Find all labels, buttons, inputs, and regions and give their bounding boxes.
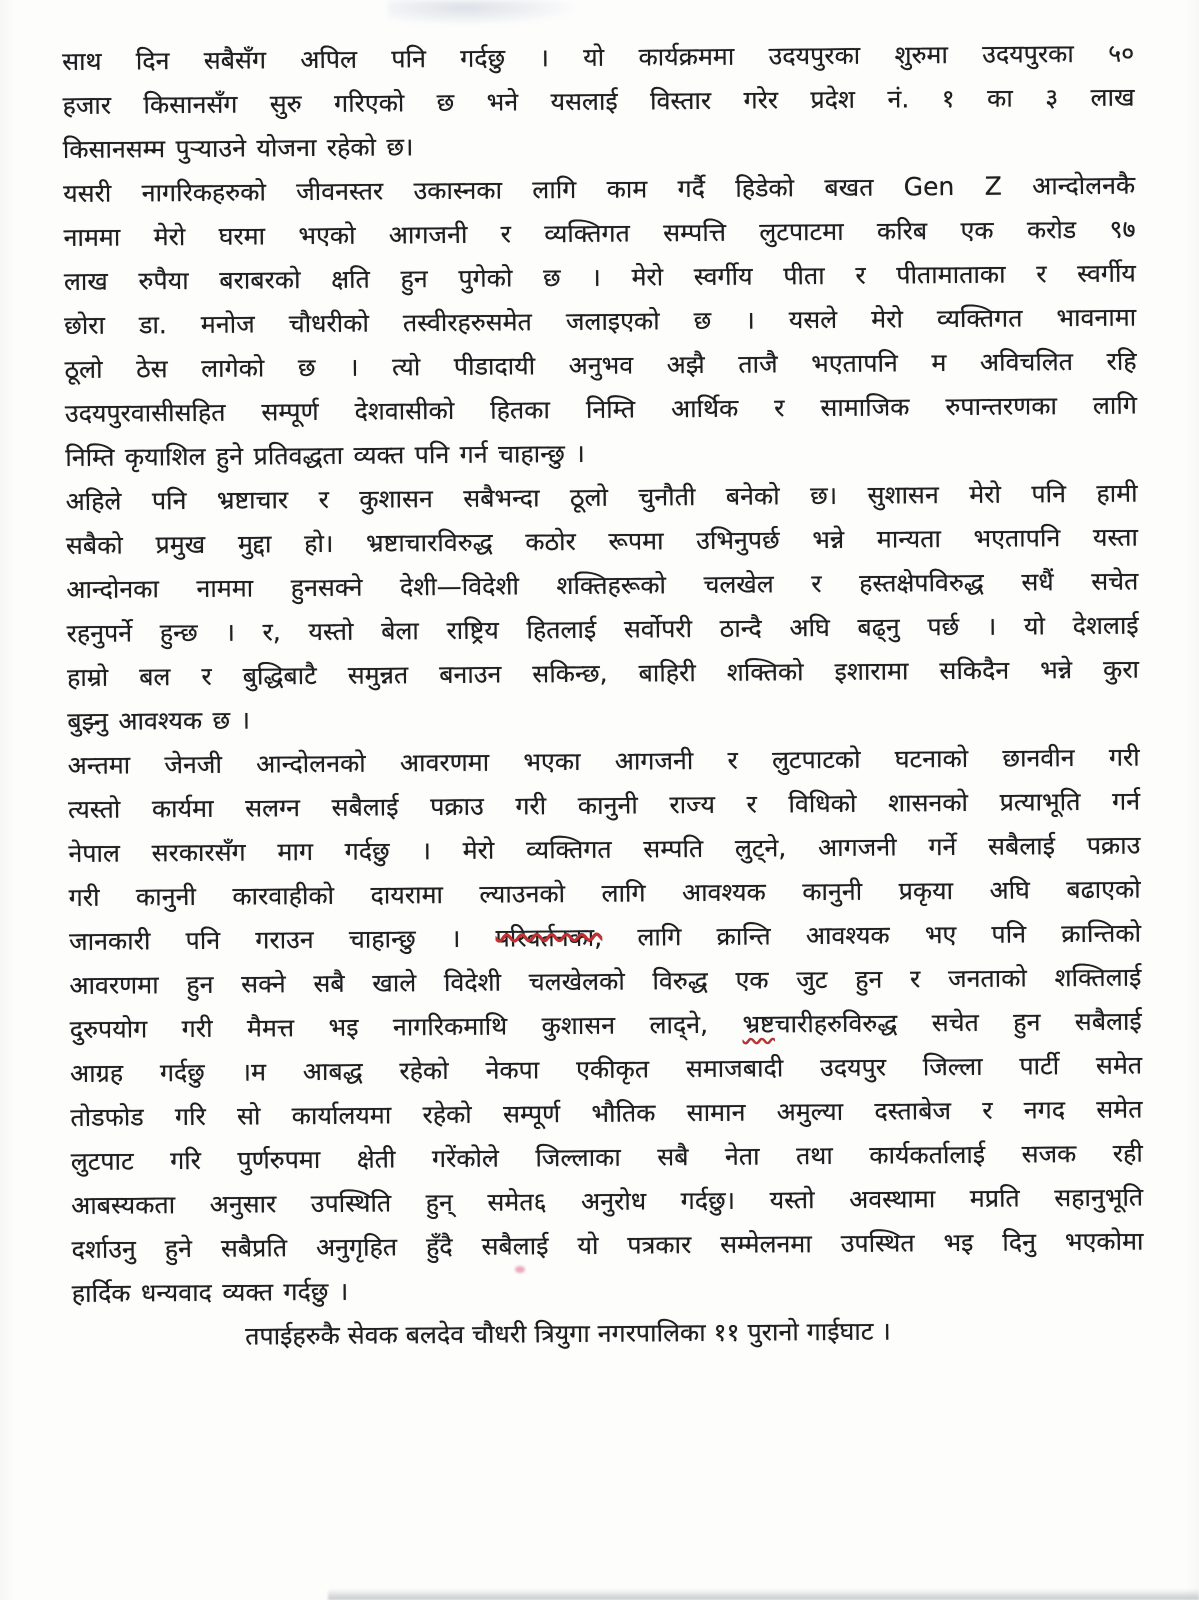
red-scribble-mark: परिवर्तनका, (495, 922, 603, 953)
text-line: गरी कानुनी कारवाहीको दायरामा ल्याउनको लागि आवश्यक कानुनी प्रकृया अघि बढाएको (68, 874, 1141, 912)
text-line: ठूलो ठेस लागेको छ । त्यो पीडादायी अनुभव अझै ताजै भएतापनि म अविचलित रहि (64, 346, 1137, 384)
text-line: यसरी नागरिकहरुको जीवनस्तर उकास्नका लागि काम गर्दै हिडेको बखत Gen Z आन्दोलनकै (63, 170, 1136, 208)
text-line: अहिले पनि भ्रष्टाचार र कुशासन सबैभन्दा ठूलो चुनौती बनेको छ। सुशासन मेरो पनि हामी (65, 478, 1138, 516)
text-line: बुझ्नु आवश्यक छ । (67, 705, 251, 736)
document-body (62, 32, 1144, 1360)
text-line: तोडफोड गरि सो कार्यालयमा रहेको सम्पूर्ण भौतिक सामान अमुल्या दस्ताबेज र नगद समेत (70, 1094, 1143, 1132)
paragraph (68, 736, 1144, 1316)
text-segment: चारीहरुविरुद्ध सचेत हुन सबैलाई (774, 1006, 1142, 1039)
text-line: दर्शाउनु हुने सबैप्रति अनुगृहित हुँदै सबैलाई यो पत्रकार सम्मेलनमा उपस्थित भइ दिनु भएकोमा (71, 1226, 1144, 1264)
text-line: लाख रुपैया बराबरको क्षति हुन पुगेको छ । मेरो स्वर्गीय पीता र पीतामाताका र स्वर्गीय (63, 258, 1136, 296)
text-segment: लागि क्रान्ति आवश्यक भए पनि क्रान्तिको (602, 918, 1142, 952)
text-line: रहनुपर्ने हुन्छ । र, यस्तो बेला राष्ट्रिय हितलाई सर्वोपरी ठान्दै अघि बढ्नु पर्छ । यो देशलाई (66, 610, 1139, 648)
text-line: नाममा मेरो घरमा भएको आगजनी र व्यक्तिगत सम्पत्ति लुटपाटमा करिब एक करोड ९७ (63, 214, 1136, 252)
red-underline-mark: भ्रष्ट (742, 1009, 775, 1039)
scan-bleed-smudge (388, 0, 583, 26)
text-line: आबस्यकता अनुसार उपस्थिति हुन् समेत६ अनुरोध गर्दछु। यस्तो अवस्थामा मप्रति सहानुभूति (71, 1182, 1144, 1220)
text-line: आग्रह गर्दछु ।म आबद्ध रहेको नेकपा एकीकृत समाजबादी उदयपुर जिल्ला पार्टी समेत (70, 1050, 1143, 1088)
text-line: त्यस्तो कार्यमा सलग्न सबैलाई पक्राउ गरी कानुनी राज्य र विधिको शासनको प्रत्याभूति गर्न (67, 786, 1141, 824)
paragraph (65, 472, 1139, 744)
text-line: सबैको प्रमुख मुद्दा हो। भ्रष्टाचारविरुद्ध कठोर रूपमा उभिनुपर्छ भन्ने मान्यता भएतापनि यस्ता (65, 522, 1139, 560)
text-segment: जानकारी पनि गराउन चाहान्छु । (68, 923, 496, 956)
text-line: आवरणमा हुन सक्ने सबै खाले विदेशी चलखेलको विरुद्ध एक जुट हुन र जनताको शक्तिलाई (69, 962, 1142, 1000)
ink-speck (515, 1266, 525, 1273)
text-line: नेपाल सरकारसँग माग गर्दछु । मेरो व्यक्तिगत सम्पति लुट्ने, आगजनी गर्ने सबैलाई पक्राउ (68, 830, 1141, 868)
scan-edge-shadow (328, 1589, 1199, 1600)
paragraph (62, 32, 1135, 172)
text-line: किसानसम्म पुऱ्याउने योजना रहेको छ। (62, 132, 414, 164)
text-line: छोरा डा. मनोज चौधरीको तस्वीरहरुसमेत जलाइएको छ । यसले मेरो व्यक्तिगत भावनामा (64, 302, 1137, 340)
text-line: लुटपाट गरि पुर्णरुपमा क्षेती गरेंकोले जिल्लाका सबै नेता तथा कार्यकर्तालाई सजक रही (70, 1138, 1143, 1176)
text-line: हार्दिक धन्यवाद व्यक्त गर्दछु । (71, 1276, 349, 1308)
text-line: आन्दोनका नाममा हुनसक्ने देशी—विदेशी शक्तिहरूको चलखेल र हस्तक्षेपविरुद्ध सधैं सचेत (66, 566, 1139, 604)
text-line: साथ दिन सबैसँग अपिल पनि गर्दछु । यो कार्यक्रममा उदयपुरका शुरुमा उदयपुरका ५० (62, 38, 1135, 76)
text-line: हाम्रो बल र बुद्धिबाटै समुन्नत बनाउन सकिन्छ, बाहिरी शक्तिको इशारामा सकिदैन भन्ने कुरा (66, 654, 1140, 692)
signature-line: तपाईहरुकै सेवक बलदेव चौधरी त्रियुगा नगरपालिका ११ पुरानो गाईघाट । (245, 1316, 891, 1351)
text-line: हजार किसानसँग सुरु गरिएको छ भने यसलाई विस्तार गरेर प्रदेश नं. १ का ३ लाख (62, 82, 1135, 120)
text-line: अन्तमा जेनजी आन्दोलनको आवरणमा भएका आगजनी र लुटपाटको घटनाको छानवीन गरी (67, 742, 1140, 780)
text-segment: दुरुपयोग गरी मैमत्त भइ नागरिकमाथि कुशासन लाद्ने, (69, 1009, 743, 1044)
paragraph (63, 164, 1137, 480)
text-line: उदयपुरवासीसहित सम्पूर्ण देशवासीको हितका निम्ति आर्थिक र सामाजिक रुपान्तरणका लागि (64, 390, 1138, 428)
text-line: निम्ति कृयाशिल हुने प्रतिवद्धता व्यक्त पनि गर्न चाहान्छु । (65, 438, 585, 472)
